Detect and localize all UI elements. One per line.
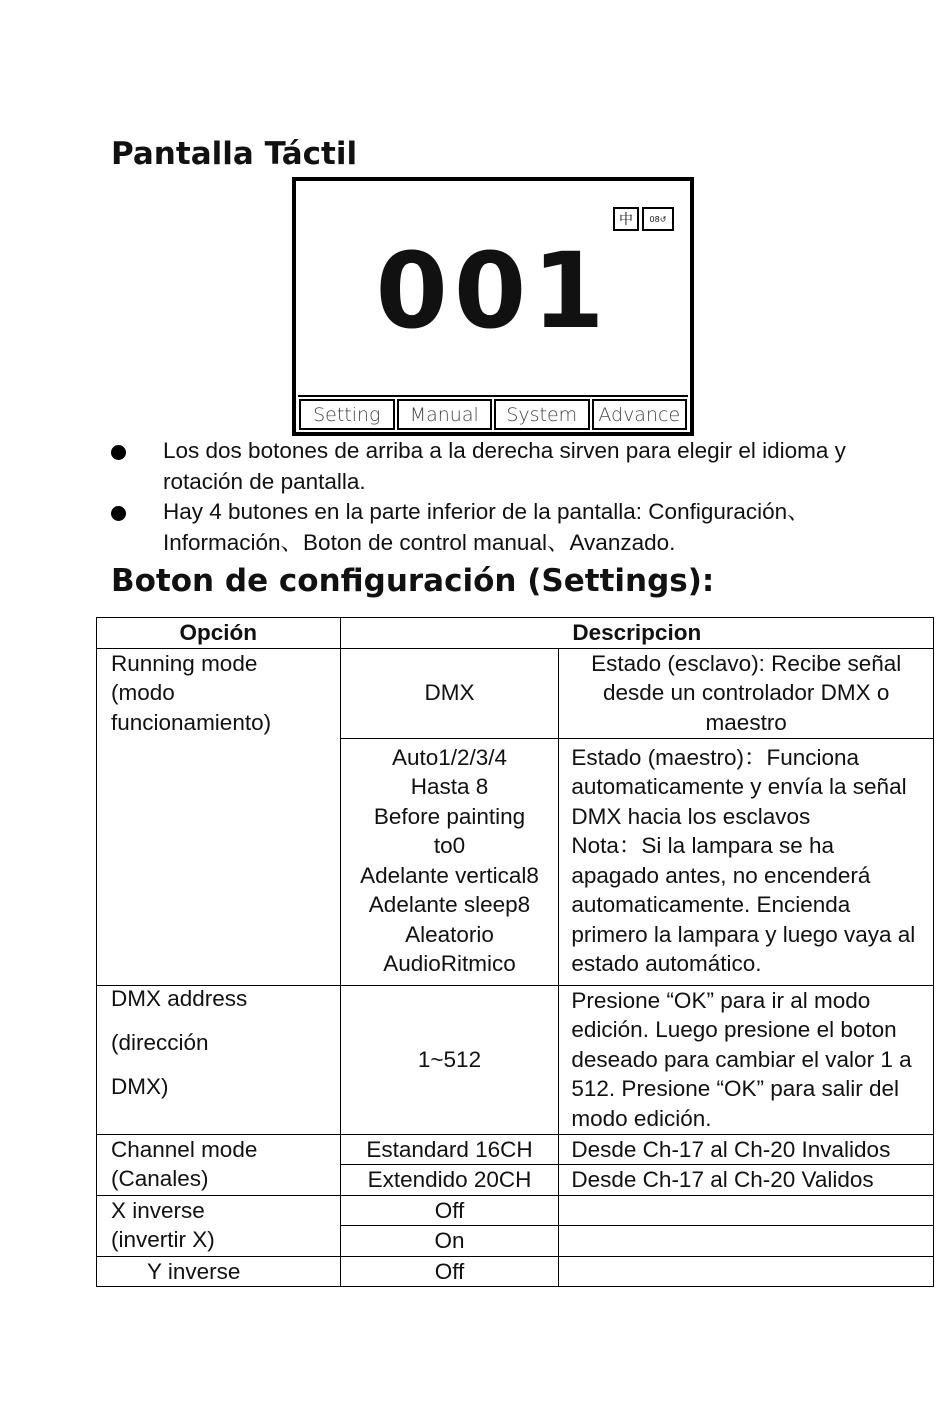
bullet-dot-icon xyxy=(111,506,126,521)
language-icon[interactable]: 中 xyxy=(613,207,639,231)
x-inverse-label: X inverse (invertir X) xyxy=(97,1195,341,1256)
settings-title: Boton de configuración (Settings): xyxy=(111,563,715,599)
screen-icons xyxy=(613,207,674,231)
x-inverse-off: Off xyxy=(340,1195,559,1226)
settings-table xyxy=(96,617,934,1287)
header-description: Descripcion xyxy=(340,618,933,649)
tab-manual[interactable]: Manual xyxy=(397,399,493,430)
running-mode-dmx-desc: Estado (esclavo): Recibe señal desde un controlador DMX o maestro xyxy=(559,648,934,738)
bullet-text: Los dos botones de arriba a la derecha sirven para elegir el idioma y rotación de pantalla. xyxy=(163,438,846,494)
tab-advance[interactable]: Advance xyxy=(592,399,688,430)
running-mode-dmx-value: DMX xyxy=(340,648,559,738)
running-mode-auto-desc: Estado (maestro)：Funciona automaticamente y envía la señal DMX hacia los esclavos Nota：Si la lampara se ha apagado antes, no encenderá automaticamente. Encienda primero la lampara y luego vaya al estado automático. xyxy=(559,738,934,985)
running-mode-auto-values: Auto1/2/3/4 Hasta 8 Before painting to0 Adelante vertical8 Adelante sleep8 Aleatorio AudioRitmico xyxy=(340,738,559,985)
bullet-dot-icon xyxy=(111,445,126,460)
x-inverse-off-desc xyxy=(559,1195,934,1226)
tab-setting[interactable]: Setting xyxy=(299,399,395,430)
running-mode-label: Running mode (modo funcionamiento) xyxy=(97,648,341,985)
channel-mode-extended-value: Extendido 20CH xyxy=(340,1165,559,1196)
table-row xyxy=(97,1195,934,1226)
header-option: Opción xyxy=(97,618,341,649)
table-row xyxy=(97,985,934,1134)
channel-mode-extended-desc: Desde Ch-17 al Ch-20 Validos xyxy=(559,1165,934,1196)
table-row xyxy=(97,648,934,738)
bullet-item xyxy=(111,496,931,558)
bullet-text: Hay 4 butones en la parte inferior de la pantalla: Configuración、Información、Boton de control manual、Avanzado. xyxy=(163,499,810,555)
table-row xyxy=(97,1256,934,1287)
dmx-address-label: DMX address (dirección DMX) xyxy=(97,985,341,1134)
table-header-row xyxy=(97,618,934,649)
device-screen xyxy=(292,177,694,436)
table-row xyxy=(97,1134,934,1165)
channel-mode-standard-desc: Desde Ch-17 al Ch-20 Invalidos xyxy=(559,1134,934,1165)
x-inverse-on-desc xyxy=(559,1226,934,1257)
y-inverse-off-desc xyxy=(559,1256,934,1287)
rotate-icon[interactable]: 08 ↺ xyxy=(642,207,674,231)
bullet-item xyxy=(111,435,931,497)
y-inverse-off: Off xyxy=(340,1256,559,1287)
x-inverse-on: On xyxy=(340,1226,559,1257)
channel-mode-standard-value: Estandard 16CH xyxy=(340,1134,559,1165)
tab-system[interactable]: System xyxy=(494,399,590,430)
dmx-address-desc: Presione “OK” para ir al modo edición. Luego presione el boton deseado para cambiar el valor 1 a 512. Presione “OK” para salir del modo edición. xyxy=(559,985,934,1134)
dmx-address-display: 001 xyxy=(375,230,611,352)
touch-screen-title: Pantalla Táctil xyxy=(111,136,358,172)
screen-tab-bar xyxy=(298,395,688,430)
dmx-address-value: 1~512 xyxy=(340,985,559,1134)
rotate-icon-label: 08 xyxy=(649,214,660,224)
y-inverse-label: Y inverse xyxy=(97,1256,341,1287)
channel-mode-label: Channel mode (Canales) xyxy=(97,1134,341,1195)
